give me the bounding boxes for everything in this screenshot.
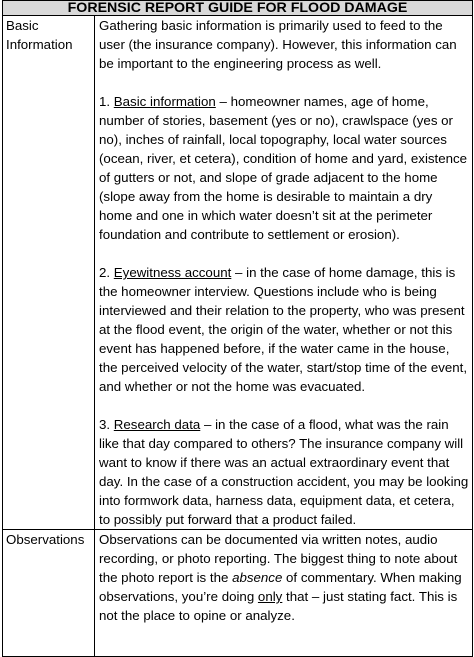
item-text: – homeowner names, age of home, number of stories, basement (yes or no), crawlspace (yes or no), inches of rainfall, local topography, local water sources (ocean, river, et cetera), condition of home and yard, existence of gutters or not, and slope of grade adjacent to the home (slope away from the home is desirable to maintain a dry home and one in which water doesn’t sit at the perimeter foundation and contribute to settlement or erosion). <box>99 94 468 242</box>
list-item <box>99 415 469 529</box>
document-title: FORENSIC REPORT GUIDE FOR FLOOD DAMAGE <box>3 1 473 16</box>
item-number: 2. <box>99 265 111 280</box>
list-item <box>99 92 469 244</box>
item-number: 3. <box>99 417 111 432</box>
text-run: Observations can be documented via written notes, audio recording, or photo reporting. The biggest thing to note about the photo report is the <box>99 532 458 585</box>
item-heading: Eyewitness account <box>113 265 232 280</box>
observations-paragraph <box>99 530 469 625</box>
row-label-observations: Observations <box>3 530 95 657</box>
item-heading: Basic information <box>113 94 216 109</box>
intro-paragraph: Gathering basic information is primarily used to feed to the user (the insurance company). However, this information can be important to the engineering process as well. <box>99 18 457 71</box>
table-row <box>3 530 473 657</box>
table-row <box>3 16 473 530</box>
item-heading: Research data <box>113 417 201 432</box>
observations-content <box>95 530 473 657</box>
emphasis-absence: absence <box>232 570 283 585</box>
row-label-basic-information: Basic Information <box>3 16 95 530</box>
item-text: – in the case of home damage, this is the homeowner interview. Questions include who is being interviewed and their relation to the property, who was present at the flood event, the origin of the water, whether or not this event has happened before, if the water came in the house, the perceived velocity of the water, start/stop time of the event, and whether or not the home was evacuated. <box>99 265 468 394</box>
item-text: – in the case of a flood, what was the rain like that day compared to others? The insurance company will want to know if there was an actual extraordinary event that day. In the case of a construction accident, you may be looking into formwork data, harness data, equipment data, et cetera, to possibly put forward that a product failed. <box>99 417 469 527</box>
text-run: of commentary. When making observations, you’re doing <box>99 570 462 604</box>
title-row <box>3 1 473 16</box>
text-run: that – just stating fact. This is not the place to opine or analyze. <box>99 589 458 623</box>
emphasis-only: only <box>257 589 283 604</box>
list-item <box>99 263 469 396</box>
basic-information-content <box>95 16 473 530</box>
flood-damage-guide-table <box>2 0 473 657</box>
item-number: 1. <box>99 94 111 109</box>
